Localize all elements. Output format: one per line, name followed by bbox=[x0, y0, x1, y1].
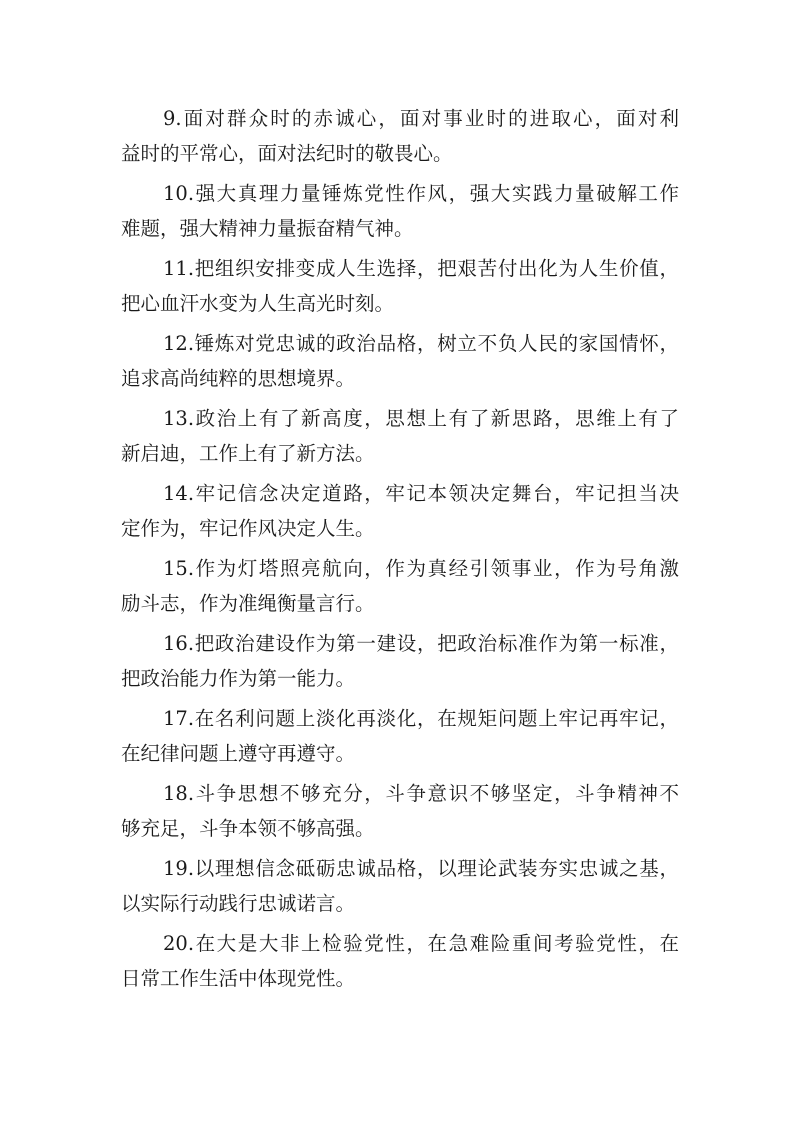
list-item-20 bbox=[121, 926, 679, 996]
item-line-2: 励斗志，作为准绳衡量言行。 bbox=[121, 592, 375, 615]
item-line-2: 追求高尚纯粹的思想境界。 bbox=[121, 367, 356, 390]
item-line-1: 19.以理想信念砥砺忠诚品格，以理论武装夯实忠诚之基， bbox=[163, 857, 679, 880]
item-line-2: 把心血汗水变为人生高光时刻。 bbox=[121, 292, 395, 315]
list-item-11 bbox=[121, 251, 679, 321]
list-item-18 bbox=[121, 776, 679, 846]
item-line-1: 18.斗争思想不够充分，斗争意识不够坚定，斗争精神不 bbox=[163, 782, 679, 805]
list-item-15 bbox=[121, 551, 679, 621]
item-line-2: 新启迪，工作上有了新方法。 bbox=[121, 442, 375, 465]
item-line-1: 16.把政治建设作为第一建设，把政治标准作为第一标准， bbox=[163, 632, 679, 655]
list-item-12 bbox=[121, 326, 679, 396]
item-line-1: 13.政治上有了新高度，思想上有了新思路，思维上有了 bbox=[163, 407, 679, 430]
list-item-9 bbox=[121, 101, 679, 171]
item-line-1: 11.把组织安排变成人生选择，把艰苦付出化为人生价值， bbox=[163, 257, 679, 280]
item-line-2: 把政治能力作为第一能力。 bbox=[121, 667, 356, 690]
list-item-14 bbox=[121, 476, 679, 546]
list-item-17 bbox=[121, 701, 679, 771]
item-line-1: 20.在大是大非上检验党性，在急难险重间考验党性，在 bbox=[163, 932, 679, 955]
item-line-1: 9.面对群众时的赤诚心，面对事业时的进取心，面对利 bbox=[163, 107, 679, 130]
item-line-1: 10.强大真理力量锤炼党性作风，强大实践力量破解工作 bbox=[163, 182, 679, 205]
item-line-1: 15.作为灯塔照亮航向，作为真经引领事业，作为号角激 bbox=[163, 557, 679, 580]
item-line-1: 14.牢记信念决定道路，牢记本领决定舞台，牢记担当决 bbox=[163, 482, 679, 505]
list-item-13 bbox=[121, 401, 679, 471]
item-line-2: 难题，强大精神力量振奋精气神。 bbox=[121, 217, 414, 240]
list-item-19 bbox=[121, 851, 679, 921]
item-line-2: 益时的平常心，面对法纪时的敬畏心。 bbox=[121, 142, 453, 165]
list-item-16 bbox=[121, 626, 679, 696]
item-line-2: 日常工作生活中体现党性。 bbox=[121, 967, 356, 990]
item-line-2: 在纪律问题上遵守再遵守。 bbox=[121, 742, 356, 765]
item-line-2: 定作为，牢记作风决定人生。 bbox=[121, 517, 375, 540]
item-line-2: 够充足，斗争本领不够高强。 bbox=[121, 817, 375, 840]
item-line-1: 12.锤炼对党忠诚的政治品格，树立不负人民的家国情怀， bbox=[163, 332, 679, 355]
item-line-2: 以实际行动践行忠诚诺言。 bbox=[121, 892, 356, 915]
item-line-1: 17.在名利问题上淡化再淡化，在规矩问题上牢记再牢记， bbox=[163, 707, 679, 730]
list-item-10 bbox=[121, 176, 679, 246]
